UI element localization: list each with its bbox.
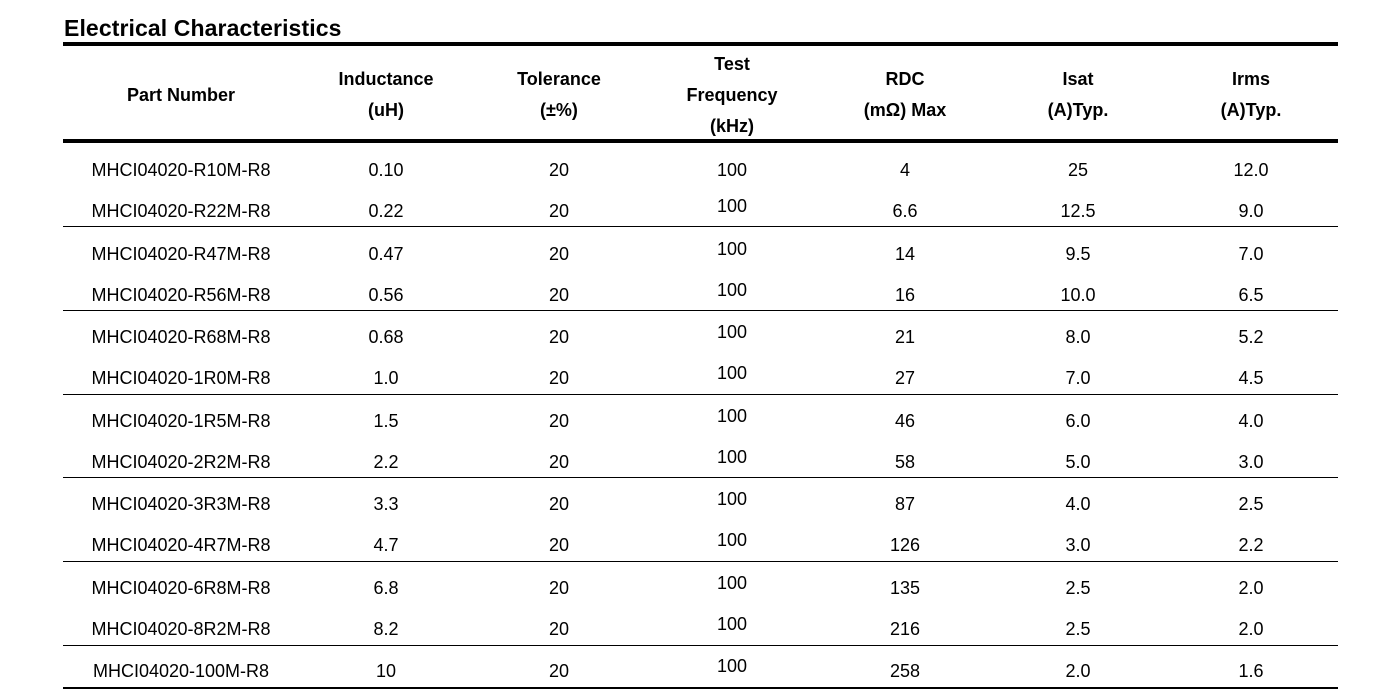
cell-test-frequency: 100 <box>716 572 748 593</box>
cell-irms: 6.5 <box>1238 284 1264 305</box>
cell-tolerance: 20 <box>548 243 570 264</box>
cell-isat: 8.0 <box>1065 327 1091 347</box>
cell-irms: 2.2 <box>1238 535 1264 555</box>
header-part-number <box>127 80 235 111</box>
header-irms-line: (A)Typ. <box>1220 100 1282 120</box>
header-test-frequency-line: Frequency <box>686 84 778 105</box>
cell-isat: 5.0 <box>1065 451 1091 472</box>
cell-tolerance: 20 <box>548 451 570 472</box>
header-tolerance-line: (±%) <box>540 100 578 120</box>
header-isat-line: (A)Typ. <box>1047 100 1109 120</box>
cell-isat: 10.0 <box>1060 284 1096 305</box>
cell-tolerance: 20 <box>548 535 570 555</box>
cell-inductance: 0.47 <box>368 243 404 264</box>
cell-part-number: MHCI04020-6R8M-R8 <box>91 577 271 598</box>
row-group-divider <box>63 477 1338 478</box>
cell-rdc: 58 <box>894 451 916 472</box>
header-inductance-line: (uH) <box>368 100 404 120</box>
cell-irms: 12.0 <box>1233 160 1269 180</box>
header-inductance-line: Inductance <box>338 69 434 89</box>
cell-rdc: 14 <box>894 243 916 264</box>
cell-test-frequency: 100 <box>716 489 748 509</box>
cell-part-number: MHCI04020-4R7M-R8 <box>91 535 271 555</box>
cell-test-frequency: 100 <box>716 363 748 383</box>
header-irms-line: Irms <box>1231 69 1271 89</box>
cell-tolerance: 20 <box>548 618 570 639</box>
cell-test-frequency: 100 <box>716 613 748 634</box>
header-rdc <box>864 64 946 126</box>
cell-part-number: MHCI04020-8R2M-R8 <box>91 618 271 639</box>
table-bottom-rule <box>63 687 1338 689</box>
cell-test-frequency: 100 <box>716 530 748 550</box>
cell-isat: 9.5 <box>1065 243 1091 264</box>
cell-rdc: 16 <box>894 284 916 305</box>
header-isat <box>1048 64 1109 126</box>
cell-tolerance: 20 <box>548 327 570 347</box>
cell-part-number: MHCI04020-R47M-R8 <box>91 243 271 264</box>
cell-rdc: 126 <box>889 535 921 555</box>
cell-rdc: 6.6 <box>892 201 918 221</box>
header-tolerance <box>517 64 601 126</box>
cell-irms: 7.0 <box>1238 243 1264 264</box>
row-group-divider <box>63 645 1338 646</box>
header-part-number-line: Part Number <box>126 84 236 105</box>
cell-inductance: 0.68 <box>368 327 404 347</box>
cell-rdc: 27 <box>894 368 916 388</box>
cell-irms: 2.5 <box>1238 494 1264 514</box>
cell-rdc: 46 <box>894 410 916 431</box>
cell-tolerance: 20 <box>548 160 570 180</box>
cell-tolerance: 20 <box>548 368 570 388</box>
cell-inductance: 1.5 <box>373 410 399 431</box>
header-tolerance-line: Tolerance <box>517 69 601 89</box>
row-group-divider <box>63 226 1338 227</box>
cell-inductance: 2.2 <box>373 451 399 472</box>
cell-test-frequency: 100 <box>716 196 748 216</box>
cell-irms: 1.6 <box>1238 661 1264 681</box>
cell-irms: 2.0 <box>1238 577 1264 598</box>
title-rule <box>63 42 1338 46</box>
header-irms <box>1221 64 1282 126</box>
cell-test-frequency: 100 <box>716 279 748 300</box>
cell-part-number: MHCI04020-R10M-R8 <box>91 160 271 180</box>
cell-irms: 2.0 <box>1238 618 1264 639</box>
cell-isat: 12.5 <box>1060 201 1096 221</box>
cell-tolerance: 20 <box>548 494 570 514</box>
cell-test-frequency: 100 <box>716 238 748 259</box>
cell-isat: 7.0 <box>1065 368 1091 388</box>
row-group-divider <box>63 394 1338 395</box>
cell-tolerance: 20 <box>548 410 570 431</box>
cell-irms: 9.0 <box>1238 201 1264 221</box>
cell-rdc: 87 <box>894 494 916 514</box>
cell-test-frequency: 100 <box>716 405 748 426</box>
cell-isat: 2.5 <box>1065 577 1091 598</box>
cell-inductance: 6.8 <box>373 577 399 598</box>
header-test-frequency-line: Test <box>714 53 750 74</box>
cell-part-number: MHCI04020-1R0M-R8 <box>91 368 271 388</box>
cell-part-number: MHCI04020-R22M-R8 <box>91 201 271 221</box>
header-inductance <box>338 64 433 126</box>
cell-inductance: 1.0 <box>373 368 399 388</box>
cell-part-number: MHCI04020-R68M-R8 <box>91 327 271 347</box>
cell-rdc: 4 <box>899 160 911 180</box>
cell-inductance: 3.3 <box>373 494 399 514</box>
header-isat-line: Isat <box>1062 69 1094 89</box>
cell-part-number: MHCI04020-2R2M-R8 <box>91 451 271 472</box>
cell-irms: 3.0 <box>1238 451 1264 472</box>
row-group-divider <box>63 310 1338 311</box>
cell-tolerance: 20 <box>548 284 570 305</box>
row-group-divider <box>63 561 1338 562</box>
cell-tolerance: 20 <box>548 577 570 598</box>
cell-part-number: MHCI04020-100M-R8 <box>92 661 270 681</box>
cell-test-frequency: 100 <box>716 446 748 467</box>
cell-rdc: 21 <box>894 327 916 347</box>
cell-rdc: 258 <box>889 661 921 681</box>
cell-inductance: 0.22 <box>368 201 404 221</box>
cell-irms: 5.2 <box>1238 327 1264 347</box>
cell-test-frequency: 100 <box>716 160 748 180</box>
cell-isat: 6.0 <box>1065 410 1091 431</box>
cell-part-number: MHCI04020-3R3M-R8 <box>91 494 271 514</box>
cell-rdc: 135 <box>889 577 921 598</box>
cell-test-frequency: 100 <box>716 656 748 676</box>
cell-inductance: 10 <box>375 661 397 681</box>
cell-isat: 3.0 <box>1065 535 1091 555</box>
cell-irms: 4.5 <box>1238 368 1264 388</box>
cell-test-frequency: 100 <box>716 322 748 342</box>
cell-part-number: MHCI04020-R56M-R8 <box>91 284 271 305</box>
cell-rdc: 216 <box>889 618 921 639</box>
header-rdc-line: (mΩ) Max <box>863 100 947 120</box>
cell-part-number: MHCI04020-1R5M-R8 <box>91 410 271 431</box>
cell-irms: 4.0 <box>1238 410 1264 431</box>
cell-tolerance: 20 <box>548 201 570 221</box>
header-test-frequency-line: (kHz) <box>710 115 754 136</box>
cell-inductance: 4.7 <box>373 535 399 555</box>
cell-isat: 25 <box>1067 160 1089 180</box>
header-rdc-line: RDC <box>885 69 925 89</box>
cell-inductance: 0.10 <box>368 160 404 180</box>
cell-isat: 2.5 <box>1065 618 1091 639</box>
cell-inductance: 8.2 <box>373 618 399 639</box>
cell-tolerance: 20 <box>548 661 570 681</box>
cell-isat: 4.0 <box>1065 494 1091 514</box>
header-test-frequency <box>686 49 777 142</box>
cell-inductance: 0.56 <box>368 284 404 305</box>
cell-isat: 2.0 <box>1065 661 1091 681</box>
page-title: Electrical Characteristics <box>64 15 342 41</box>
